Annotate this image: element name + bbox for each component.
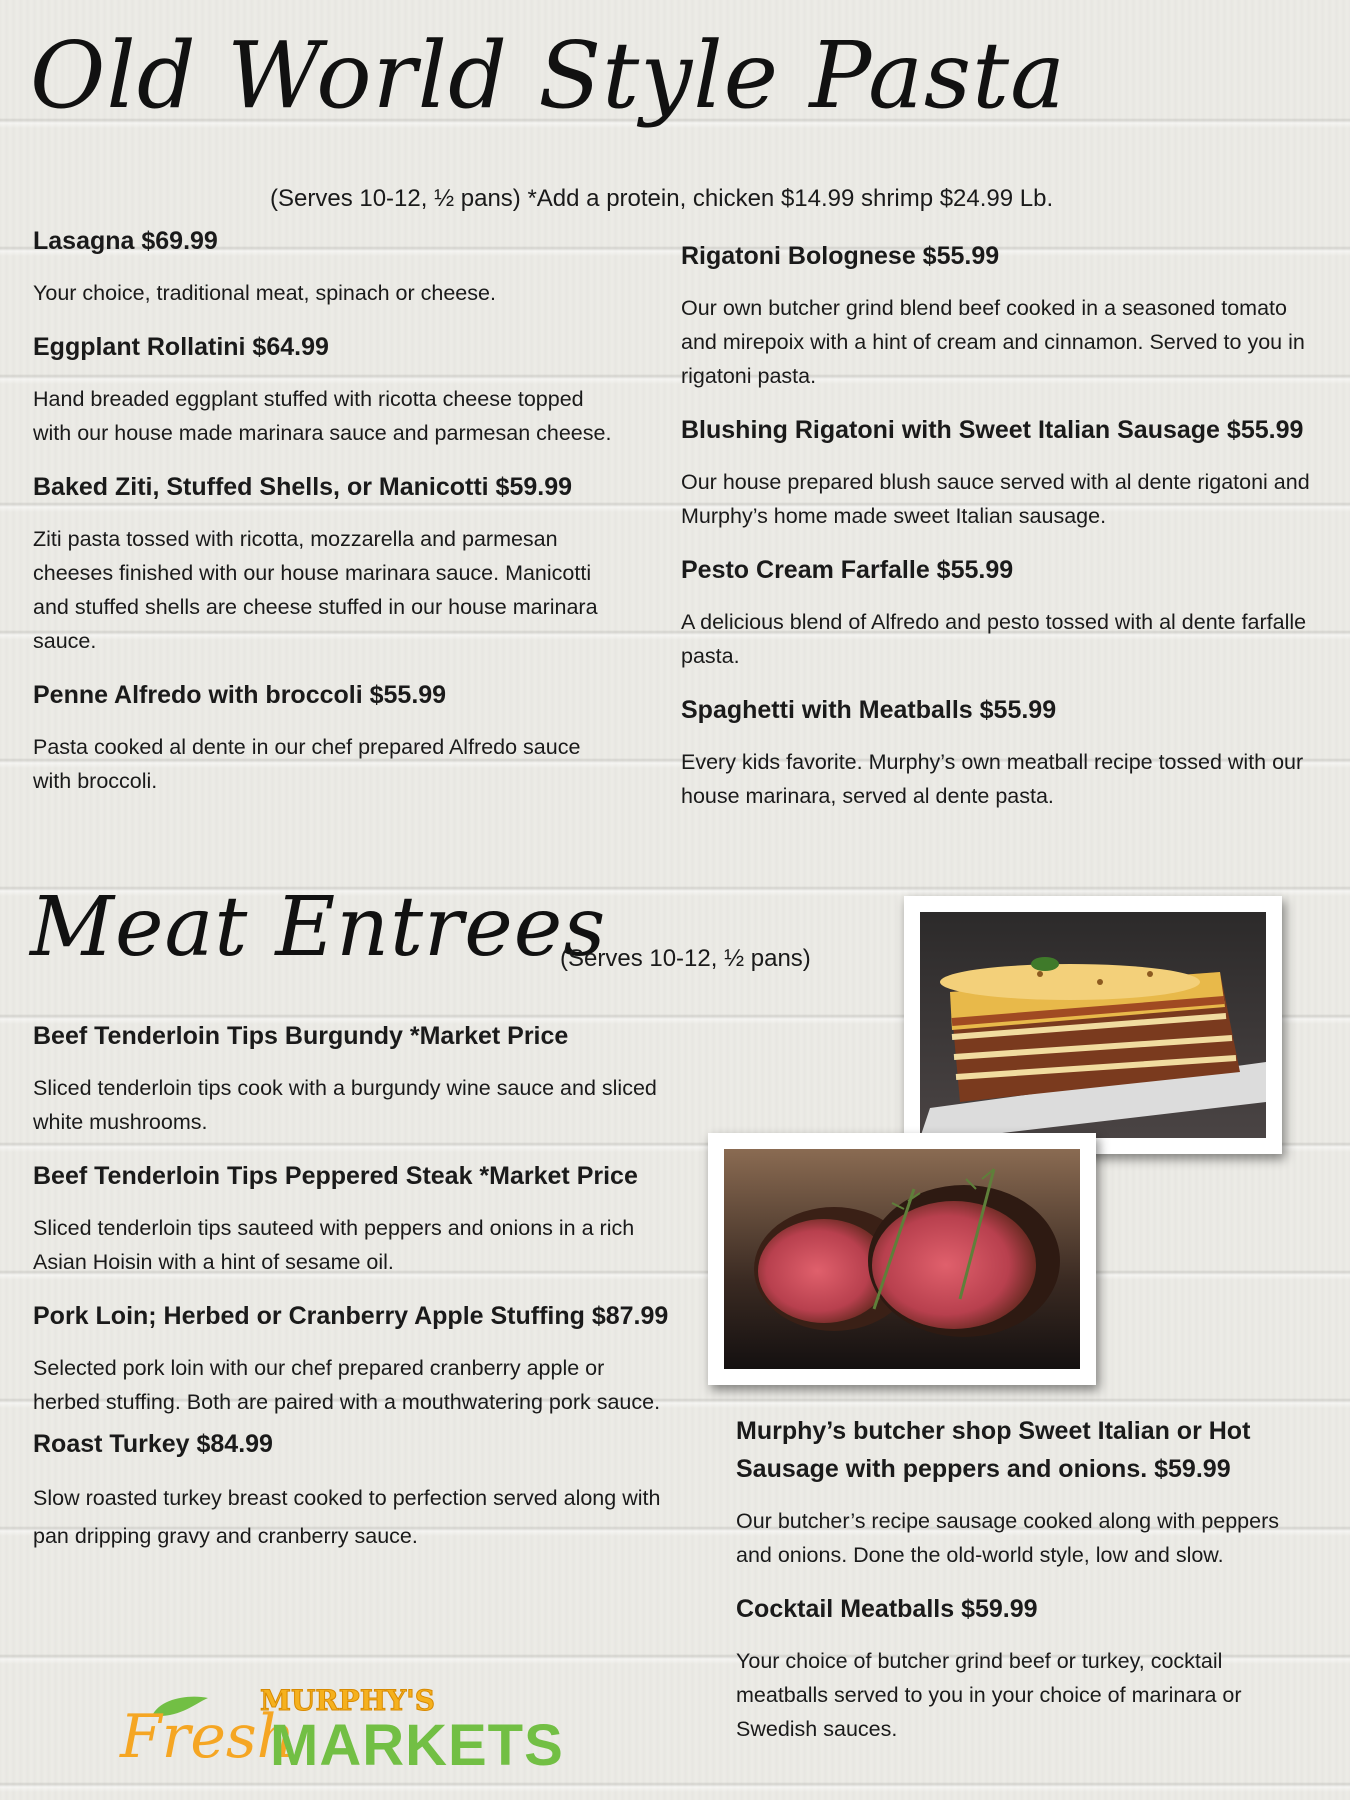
meat-subtitle: (Serves 10-12, ½ pans)	[560, 945, 811, 972]
logo-fresh-text: Fresh	[120, 1702, 296, 1772]
logo-markets-text: MARKETS	[270, 1713, 564, 1778]
item-name: Roast Turkey $84.99	[33, 1430, 273, 1458]
item-name: Penne Alfredo with broccoli $55.99	[33, 681, 447, 709]
item-description: Ziti pasta tossed with ricotta, mozzarella and parmesan cheeses finished with our house marinara sauce. Manicotti and stuffed shells are cheese stuffed in our house marinara sauce.	[33, 527, 598, 653]
item-description: Your choice of butcher grind beef or turkey, cocktail meatballs served to you in your choice of marinara or Swedish sauces.	[736, 1649, 1242, 1741]
menu-item-pesto-farfalle	[681, 551, 1321, 673]
item-description: Slow roasted turkey breast cooked to perfection served along with pan dripping gravy and cranberry sauce.	[33, 1486, 661, 1548]
pasta-left-column	[33, 222, 613, 816]
item-description: Every kids favorite. Murphy’s own meatball recipe tossed with our house marinara, served al dente pasta.	[681, 750, 1304, 808]
menu-item-spaghetti-meatballs	[681, 691, 1321, 813]
item-name: Beef Tenderloin Tips Burgundy *Market Price	[33, 1022, 569, 1050]
item-description: Pasta cooked al dente in our chef prepared Alfredo sauce with broccoli.	[33, 735, 581, 793]
item-description: Our own butcher grind blend beef cooked in a seasoned tomato and mirepoix with a hint of cream and cinnamon. Served to you in rigatoni pasta.	[681, 296, 1305, 388]
item-name: Spaghetti with Meatballs $55.99	[681, 696, 1057, 724]
menu-item-rigatoni-bolognese	[681, 237, 1321, 393]
menu-item-baked-ziti	[33, 468, 613, 658]
item-name: Cocktail Meatballs $59.99	[736, 1595, 1038, 1623]
meat-section-title: Meat Entrees	[30, 880, 607, 975]
item-name: Pork Loin; Herbed or Cranberry Apple Stuffing $87.99	[33, 1302, 669, 1330]
pasta-subtitle: (Serves 10-12, ½ pans) *Add a protein, chicken $14.99 shrimp $24.99 Lb.	[270, 185, 1054, 212]
item-description: Our house prepared blush sauce served with al dente rigatoni and Murphy’s home made sweet Italian sausage.	[681, 470, 1310, 528]
item-description: Hand breaded eggplant stuffed with ricotta cheese topped with our house made marinara sauce and parmesan cheese.	[33, 387, 612, 445]
menu-item-eggplant-rollatini	[33, 328, 613, 450]
menu-item-lasagna	[33, 222, 613, 310]
item-name: Baked Ziti, Stuffed Shells, or Manicotti $59.99	[33, 473, 573, 501]
menu-item-blushing-rigatoni	[681, 411, 1321, 533]
murphys-fresh-markets-logo	[120, 1686, 590, 1778]
item-name: Pesto Cream Farfalle $55.99	[681, 556, 1014, 584]
menu-item-pork-loin	[33, 1297, 673, 1419]
meat-left-column	[33, 1017, 673, 1573]
item-description: Your choice, traditional meat, spinach or cheese.	[33, 281, 496, 305]
item-name: Murphy’s butcher shop Sweet Italian or Hot Sausage with peppers and onions. $59.99	[736, 1417, 1251, 1483]
menu-item-cocktail-meatballs	[736, 1590, 1306, 1746]
pasta-right-column	[681, 237, 1321, 831]
item-description: Sliced tenderloin tips sauteed with peppers and onions in a rich Asian Hoisin with a hint of sesame oil.	[33, 1216, 635, 1274]
item-name: Rigatoni Bolognese $55.99	[681, 242, 1000, 270]
item-name: Beef Tenderloin Tips Peppered Steak *Market Price	[33, 1162, 638, 1190]
meat-right-column	[736, 1412, 1306, 1764]
menu-item-beef-peppered	[33, 1157, 673, 1279]
menu-item-beef-burgundy	[33, 1017, 673, 1139]
item-description: Selected pork loin with our chef prepared cranberry apple or herbed stuffing. Both are paired with a mouthwatering pork sauce.	[33, 1356, 661, 1414]
roast-beef-image	[724, 1149, 1080, 1369]
item-description: Our butcher’s recipe sausage cooked along with peppers and onions. Done the old-world style, low and slow.	[736, 1509, 1280, 1567]
item-name: Eggplant Rollatini $64.99	[33, 333, 329, 361]
pasta-section-title: Old World Style Pasta	[30, 22, 1066, 129]
lasagna-image	[920, 912, 1266, 1138]
menu-item-penne-alfredo	[33, 676, 613, 798]
item-name: Blushing Rigatoni with Sweet Italian Sausage $55.99	[681, 416, 1304, 444]
menu-item-roast-turkey	[33, 1425, 673, 1555]
item-description: A delicious blend of Alfredo and pesto tossed with al dente farfalle pasta.	[681, 610, 1307, 668]
lasagna-photo	[904, 896, 1282, 1154]
logo-murphys-text: MURPHY'S	[260, 1684, 435, 1717]
roast-beef-photo	[708, 1133, 1096, 1385]
item-name: Lasagna $69.99	[33, 227, 218, 255]
item-description: Sliced tenderloin tips cook with a burgundy wine sauce and sliced white mushrooms.	[33, 1076, 657, 1134]
menu-item-italian-sausage	[736, 1412, 1306, 1572]
